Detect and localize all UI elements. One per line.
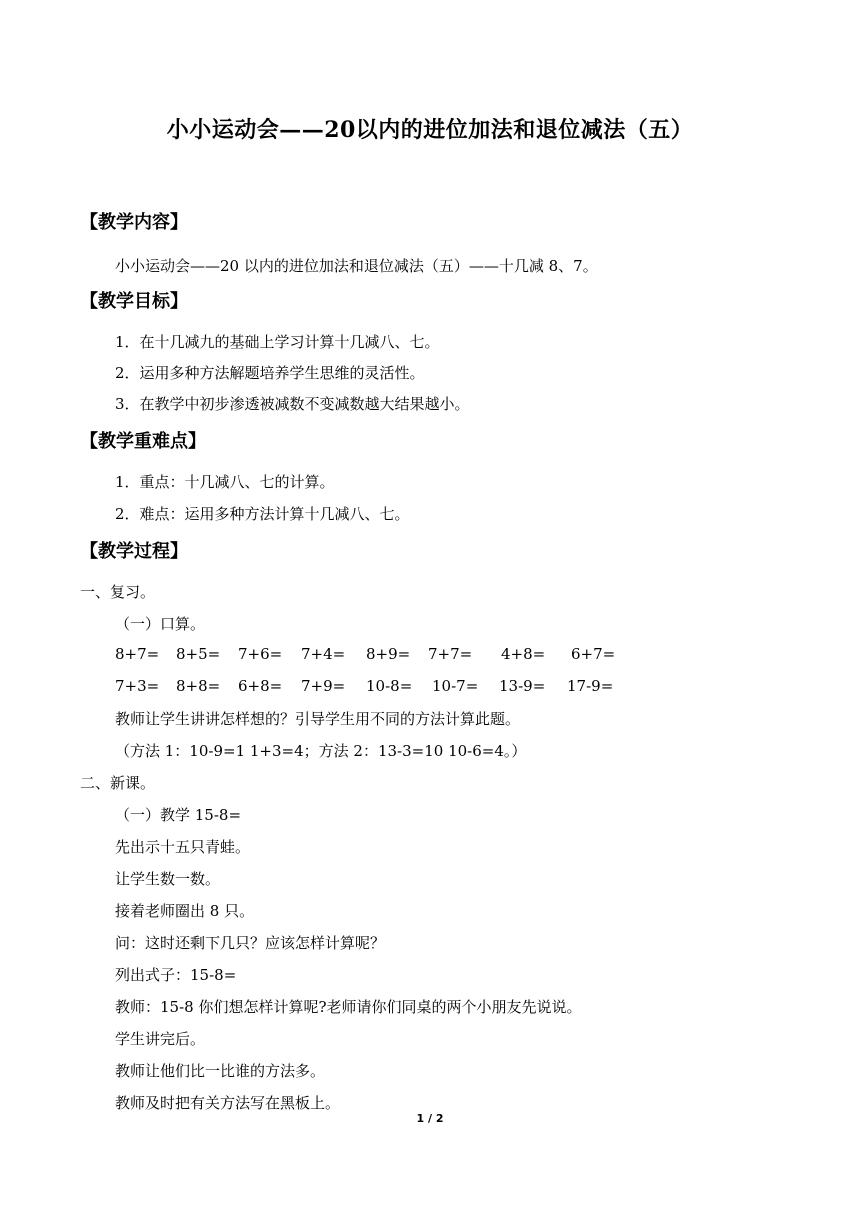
math-item: 4+8=	[501, 645, 546, 663]
math-item: 17-9=	[567, 677, 614, 695]
math-item: 8+7=	[115, 645, 160, 663]
keypoint-item-2: 2．难点：运用多种方法计算十几减八、七。	[115, 505, 410, 523]
review-note-2: （方法 1：10-9=1 1+3=4；方法 2：13-3=10 10-6=4。）	[115, 742, 527, 760]
math-item: 10-8=	[366, 677, 413, 695]
math-item: 7+4=	[301, 645, 346, 663]
math-item: 8+5=	[176, 645, 221, 663]
newlesson-line: 教师：15-8 你们想怎样计算呢?老师请你们同桌的两个小朋友先说说。	[115, 998, 582, 1016]
newlesson-line: （一）教学 15-8=	[115, 806, 242, 824]
newlesson-line: 让学生数一数。	[115, 870, 221, 888]
newlesson-line: 问：这时还剩下几只？应该怎样计算呢？	[115, 934, 386, 952]
review-title: 一、复习。	[80, 583, 156, 601]
section-heading-content: 【教学内容】	[80, 212, 188, 233]
newlesson-line: 列出式子：15-8=	[115, 966, 237, 984]
math-item: 8+9=	[366, 645, 411, 663]
math-item: 7+6=	[238, 645, 283, 663]
newlesson-line: 学生讲完后。	[115, 1030, 206, 1048]
newlesson-title: 二、新课。	[80, 774, 156, 792]
review-note-1: 教师让学生讲讲怎样想的？引导学生用不同的方法计算此题。	[115, 710, 521, 728]
math-item: 6+8=	[238, 677, 283, 695]
math-item: 8+8=	[176, 677, 221, 695]
page-number: 1 / 2	[416, 1112, 444, 1125]
newlesson-line: 接着老师圈出 8 只。	[115, 902, 255, 920]
newlesson-line: 先出示十五只青蛙。	[115, 838, 251, 856]
review-subtitle: （一）口算。	[115, 615, 206, 633]
newlesson-line: 教师让他们比一比谁的方法多。	[115, 1062, 326, 1080]
document-title: 小小运动会——20以内的进位加法和退位减法（五）	[166, 117, 694, 143]
math-item: 7+7=	[428, 645, 473, 663]
goal-item-2: 2．运用多种方法解题培养学生思维的灵活性。	[115, 364, 425, 382]
content-text: 小小运动会——20 以内的进位加法和退位减法（五）——十几减 8、7。	[115, 257, 598, 275]
math-item: 13-9=	[499, 677, 546, 695]
section-heading-keypoints: 【教学重难点】	[80, 431, 206, 452]
math-item: 7+9=	[301, 677, 346, 695]
keypoint-item-1: 1．重点：十几减八、七的计算。	[115, 473, 335, 491]
section-heading-goals: 【教学目标】	[80, 291, 188, 312]
goal-item-3: 3．在教学中初步渗透被减数不变减数越大结果越小。	[115, 395, 470, 413]
math-item: 7+3=	[115, 677, 160, 695]
newlesson-line: 教师及时把有关方法写在黑板上。	[115, 1094, 341, 1112]
section-heading-process: 【教学过程】	[80, 541, 188, 562]
math-item: 10-7=	[432, 677, 479, 695]
math-item: 6+7=	[571, 645, 616, 663]
goal-item-1: 1．在十几减九的基础上学习计算十几减八、七。	[115, 333, 440, 351]
